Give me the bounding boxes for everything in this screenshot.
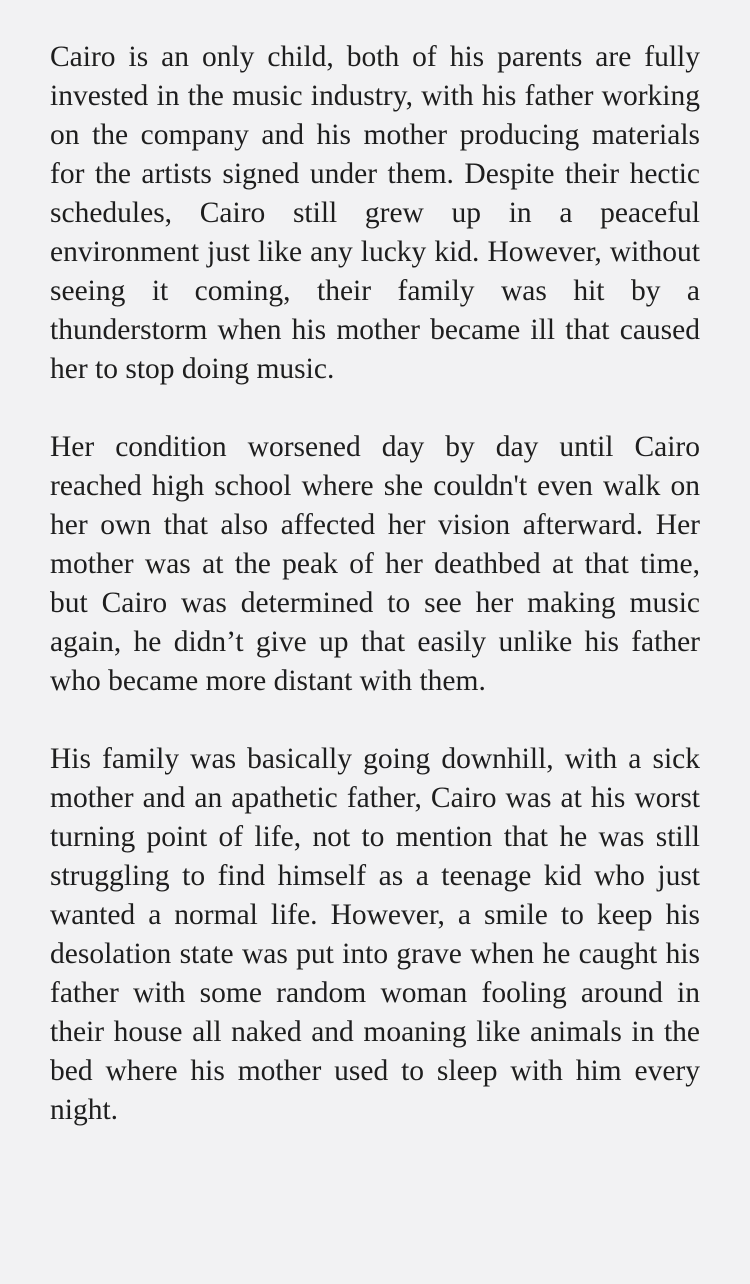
paragraph-2: Her condition worsened day by day until Cairo reached high school where she couldn't even walk on her own that also affected her vision afterward. Her mother was at the peak of her deathbed at that time, but Cairo was determined to see her making music again, he didn’t give up that easily unlike his father who became more distant with them.	[50, 431, 700, 697]
paragraph-3: His family was basically going downhill, with a sick mother and an apathetic father, Cairo was at his worst turning point of life, not to mention that he was still struggling to find himself as a teenage kid who just wanted a normal life. However, a smile to keep his desolation state was put into grave when he caught his father with some random woman fooling around in their house all naked and moaning like animals in the bed where his mother used to sleep with him every night.	[50, 743, 700, 1126]
paragraph-1: Cairo is an only child, both of his parents are fully invested in the music industry, with his father working on the company and his mother producing materials for the artists signed under them. Despite their hectic schedules, Cairo still grew up in a peaceful environment just like any lucky kid. However, without seeing it coming, their family was hit by a thunderstorm when his mother became ill that caused her to stop doing music.	[50, 41, 700, 385]
document-body	[50, 38, 700, 1130]
